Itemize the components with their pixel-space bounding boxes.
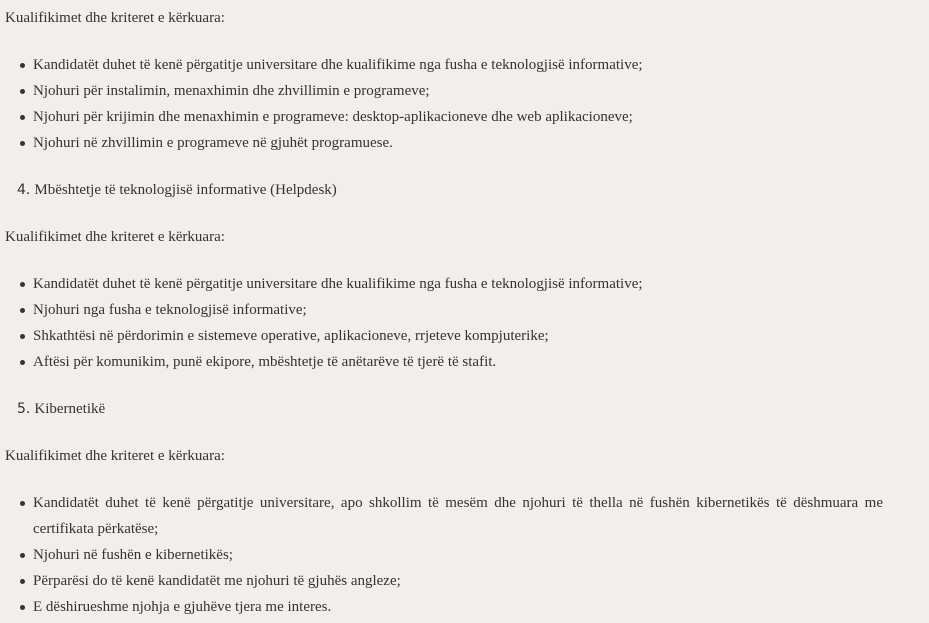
list-item: Njohuri për instalimin, menaxhimin dhe zhvillimin e programeve; [0, 78, 900, 104]
criteria-list [0, 490, 900, 620]
list-item: Njohuri për krijimin dhe menaxhimin e programeve: desktop-aplikacioneve dhe web aplikacioneve; [0, 104, 900, 130]
section-heading [17, 180, 337, 200]
criteria-label: Kualifikimet dhe kriteret e kërkuara: [5, 448, 225, 464]
list-item: Përparësi do të kenë kandidatët me njohuri të gjuhës angleze; [0, 568, 900, 594]
section-heading [17, 399, 105, 419]
list-item: Kandidatët duhet të kenë përgatitje universitare dhe kualifikime nga fusha e teknologjisë informative; [0, 52, 900, 78]
list-item: Njohuri në zhvillimin e programeve në gjuhët programuese. [0, 130, 900, 156]
list-item: Kandidatët duhet të kenë përgatitje universitare, apo shkollim të mesëm dhe njohuri të thella në fushën kibernetikës të dëshmuara me certifikata përkatëse; [0, 490, 883, 542]
list-item: Aftësi për komunikim, punë ekipore, mbështetje të anëtarëve të tjerë të stafit. [0, 349, 900, 375]
list-item: Shkathtësi në përdorimin e sistemeve operative, aplikacioneve, rrjeteve kompjuterike; [0, 323, 900, 349]
criteria-label: Kualifikimet dhe kriteret e kërkuara: [5, 10, 225, 26]
list-item: Njohuri nga fusha e teknologjisë informative; [0, 297, 900, 323]
list-item: E dëshirueshme njohja e gjuhëve tjera me interes. [0, 594, 900, 620]
list-item: Njohuri në fushën e kibernetikës; [0, 542, 900, 568]
section-number: 4. [17, 182, 31, 198]
section-title: Mbështetje të teknologjisë informative (Helpdesk) [34, 182, 337, 198]
list-item: Kandidatët duhet të kenë përgatitje universitare dhe kualifikime nga fusha e teknologjisë informative; [0, 271, 900, 297]
section-title: Kibernetikë [34, 401, 106, 417]
criteria-list [0, 52, 900, 156]
criteria-label: Kualifikimet dhe kriteret e kërkuara: [5, 229, 225, 245]
section-number: 5. [17, 401, 31, 417]
criteria-list [0, 271, 900, 375]
